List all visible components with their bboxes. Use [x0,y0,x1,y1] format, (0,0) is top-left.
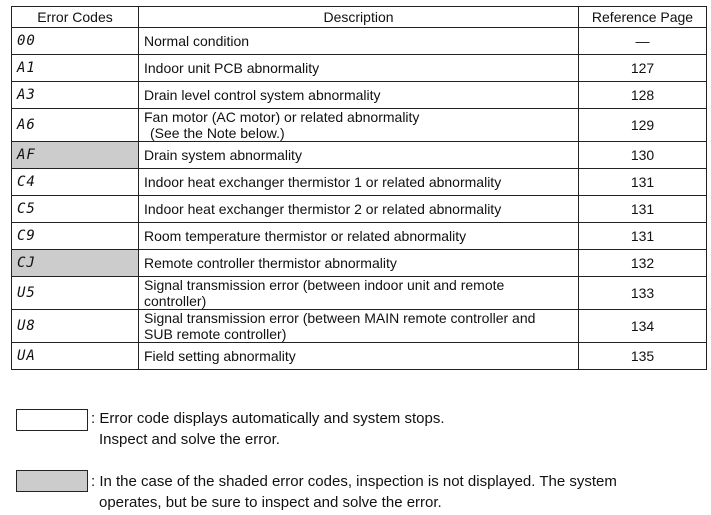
description-cell [139,169,579,196]
table-row [12,28,707,55]
error-code-cell: A1 [12,55,139,82]
reference-page-cell: 131 [579,196,707,223]
error-code-cell: U8 [12,310,139,343]
header-description: Description [139,7,579,28]
description-cell [139,310,579,343]
table-row [12,55,707,82]
reference-page-cell: 130 [579,142,707,169]
description-cell [139,55,579,82]
description-line: Indoor unit PCB abnormality [144,60,320,76]
error-code-cell: AF [12,142,139,169]
error-code-cell: A3 [12,82,139,109]
reference-page-cell: 129 [579,109,707,142]
error-code-cell: CJ [12,250,139,277]
description-line: Remote controller thermistor abnormality [144,255,397,271]
table-body [12,28,707,370]
legend-grey-line-2: operates, but be sure to inspect and solve the error. [99,494,442,511]
header-reference-page: Reference Page [579,7,707,28]
legend-white-line-1: : Error code displays automatically and system stops. [91,410,445,427]
description-line: Drain level control system abnormality [144,87,381,103]
error-code-cell: A6 [12,109,139,142]
table-row [12,343,707,370]
error-code-cell: C5 [12,196,139,223]
reference-page-cell: — [579,28,707,55]
table-row [12,223,707,250]
table-row [12,310,707,343]
description-cell [139,142,579,169]
table-row [12,196,707,223]
description-line: Fan motor (AC motor) or related abnormality [144,109,420,125]
reference-page-cell: 135 [579,343,707,370]
description-line-2: SUB remote controller) [144,326,287,342]
description-line: Normal condition [144,33,250,49]
reference-page-cell: 134 [579,310,707,343]
table-row [12,169,707,196]
error-code-cell: 00 [12,28,139,55]
legend-grey-text [91,471,691,513]
description-cell [139,343,579,370]
description-line: Drain system abnormality [144,147,302,163]
description-line-2: controller) [144,293,207,309]
legend-white-line-2: Inspect and solve the error. [99,431,280,448]
description-line: Signal transmission error (between indoor unit and remote [144,277,505,293]
table-header-row [12,7,707,28]
table-row [12,82,707,109]
error-code-cell: UA [12,343,139,370]
description-cell [139,277,579,310]
description-line-2: (See the Note below.) [150,125,285,141]
table-row [12,142,707,169]
table-row [12,109,707,142]
legend-grey-line-1: : In the case of the shaded error codes, inspection is not displayed. The system [91,473,617,490]
reference-page-cell: 131 [579,223,707,250]
description-cell [139,223,579,250]
description-cell [139,28,579,55]
reference-page-cell: 133 [579,277,707,310]
description-line: Indoor heat exchanger thermistor 2 or related abnormality [144,201,502,217]
legend-grey-box [16,470,88,492]
description-line: Indoor heat exchanger thermistor 1 or related abnormality [144,174,502,190]
header-error-codes: Error Codes [12,7,139,28]
description-cell [139,250,579,277]
description-line: Field setting abnormality [144,348,296,364]
description-cell [139,109,579,142]
error-code-cell: C4 [12,169,139,196]
reference-page-cell: 127 [579,55,707,82]
table-row [12,250,707,277]
legend-white-box [16,409,88,431]
reference-page-cell: 132 [579,250,707,277]
table-row [12,277,707,310]
reference-page-cell: 131 [579,169,707,196]
description-line: Room temperature thermistor or related abnormality [144,228,467,244]
legend-white-text [91,408,691,450]
reference-page-cell: 128 [579,82,707,109]
error-code-cell: U5 [12,277,139,310]
description-cell [139,82,579,109]
description-line: Signal transmission error (between MAIN remote controller and [144,310,536,326]
description-cell [139,196,579,223]
error-code-table [11,6,707,370]
error-code-cell: C9 [12,223,139,250]
